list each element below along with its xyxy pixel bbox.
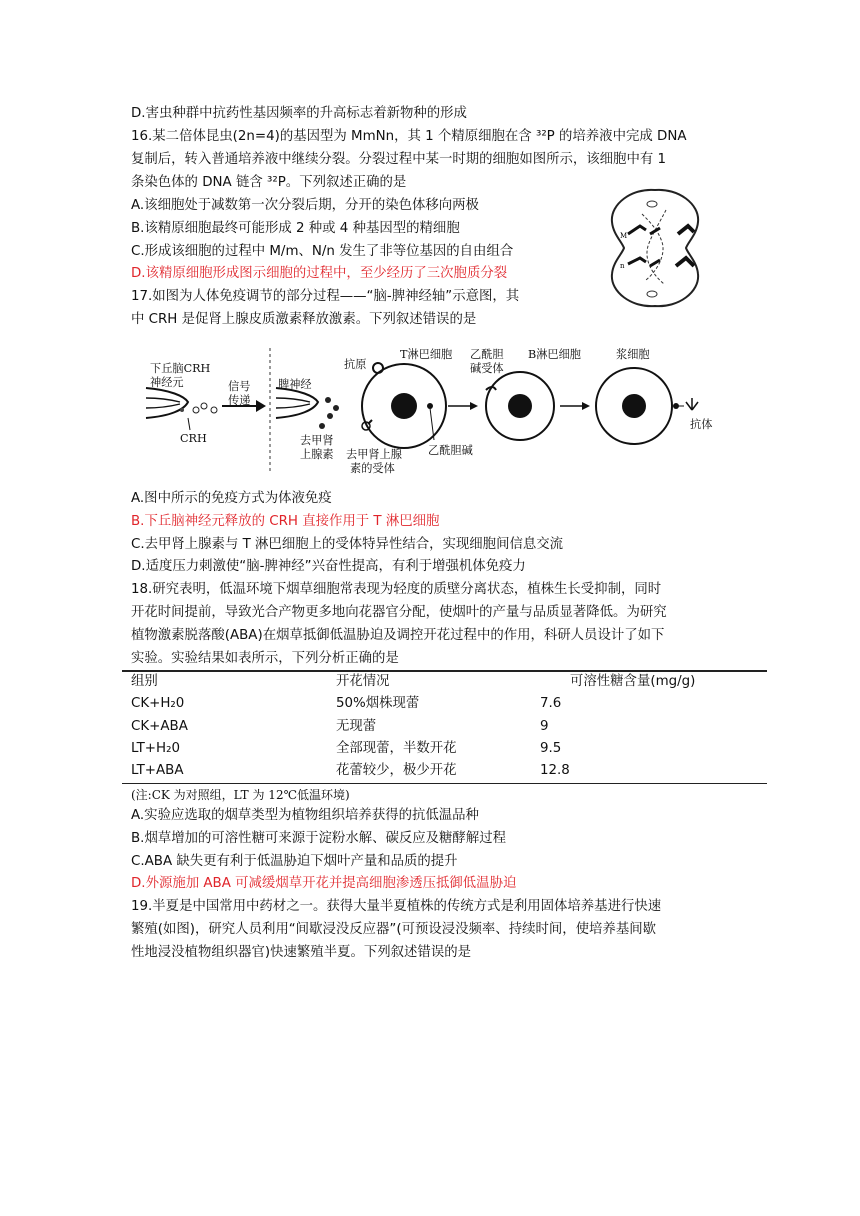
table-cell: CK+H₂0 [131, 696, 185, 711]
label-ach-receptor-2: 碱受体 [470, 362, 504, 375]
q17-stem-line1: 17.如图为人体免疫调节的部分过程——“脑-脾神经轴”示意图，其 [131, 289, 520, 304]
q16-option-a: A.该细胞处于减数第一次分裂后期，分开的染色体移向两极 [131, 198, 479, 213]
q18-option-a: A.实验应选取的烟草类型为植物组织培养获得的抗低温品种 [131, 808, 479, 823]
label-b-cell: B淋巴细胞 [528, 348, 581, 361]
label-ach-receptor-1: 乙酰胆 [470, 348, 504, 361]
q16-option-d-answer: D.该精原细胞形成图示细胞的过程中，至少经历了三次胞质分裂 [131, 266, 508, 281]
q19-stem-line2: 繁殖(如图)，研究人员利用“间歇浸没反应器”(可预设浸没频率、持续时间，使培养基间歇 [131, 922, 656, 937]
label-receptor-1: 去甲肾上腺 [346, 448, 402, 461]
q16-stem-line1: 16.某二倍体昆虫(2n=4)的基因型为 MmNn，其 1 个精原细胞在含 ³²P 的培养液中完成 DNA [131, 129, 687, 144]
q18-stem-line2: 开花时间提前，导致光合产物更多地向花器官分配，使烟叶的产量与品质显著降低。为研究 [131, 605, 667, 620]
label-plasma-cell: 浆细胞 [616, 348, 650, 361]
q17-option-c: C.去甲肾上腺素与 T 淋巴细胞上的受体特异性结合，实现细胞间信息交流 [131, 537, 564, 552]
table-cell: LT+ABA [131, 763, 184, 778]
gene-label-m: M [620, 232, 628, 240]
table-cell: 9 [540, 719, 549, 734]
label-acetylcholine: 乙酰胆碱 [428, 444, 473, 457]
q17-option-a: A.图中所示的免疫方式为体液免疫 [131, 491, 332, 506]
table-header: 组别 [131, 674, 158, 689]
q17-option-b-answer: B.下丘脑神经元释放的 CRH 直接作用于 T 淋巴细胞 [131, 514, 440, 529]
q18-stem-line1: 18.研究表明，低温环境下烟草细胞常表现为轻度的质壁分离状态，植株生长受抑制，同时 [131, 582, 662, 597]
table-cell: CK+ABA [131, 719, 188, 734]
label-hypothalamus: 下丘脑CRH [150, 362, 211, 375]
q18-option-b: B.烟草增加的可溶性糖可来源于淀粉水解、碳反应及糖酵解过程 [131, 831, 506, 846]
label-crh: CRH [180, 432, 207, 445]
label-receptor-2: 素的受体 [350, 462, 395, 475]
q16-option-c: C.形成该细胞的过程中 M/m、N/n 发生了非等位基因的自由组合 [131, 244, 514, 259]
table-cell: 7.6 [540, 696, 562, 711]
q19-stem-line1: 19.半夏是中国常用中药材之一。获得大量半夏植株的传统方式是利用固体培养基进行快速 [131, 899, 662, 914]
table-cell: 全部现蕾，半数开花 [336, 741, 457, 756]
meiosis-cell-figure [600, 186, 710, 310]
table-cell: 花蕾较少，极少开花 [336, 763, 457, 778]
table-cell: 12.8 [540, 763, 570, 778]
q19-stem-line3: 性地浸没植物组织器官)快速繁殖半夏。下列叙述错误的是 [131, 945, 471, 960]
table-cell: 9.5 [540, 741, 562, 756]
label-antigen: 抗原 [344, 358, 367, 371]
label-signal-1: 信号 [228, 380, 251, 393]
q18-stem-line3: 植物激素脱落酸(ABA)在烟草抵御低温胁迫及调控开花过程中的作用，科研人员设计了如下 [131, 628, 665, 643]
table-bottom-rule [122, 783, 767, 784]
q18-option-d-answer: D.外源施加 ABA 可减缓烟草开花并提高细胞渗透压抵御低温胁迫 [131, 876, 517, 891]
label-norepinephrine-2: 上腺素 [300, 448, 334, 461]
q16-option-b: B.该精原细胞最终可能形成 2 种或 4 种基因型的精细胞 [131, 221, 460, 236]
label-t-cell: T淋巴细胞 [400, 348, 453, 361]
q17-option-d: D.适度压力刺激使“脑-脾神经”兴奋性提高，有利于增强机体免疫力 [131, 559, 526, 574]
q18-stem-line4: 实验。实验结果如表所示，下列分析正确的是 [131, 651, 399, 666]
q17-stem-line2: 中 CRH 是促肾上腺皮质激素释放激素。下列叙述错误的是 [131, 312, 477, 327]
q16-stem-line3: 条染色体的 DNA 链含 ³²P。下列叙述正确的是 [131, 175, 407, 190]
label-signal-2: 传递 [228, 394, 251, 407]
q15-option-d: D.害虫种群中抗药性基因频率的升高标志着新物种的形成 [131, 106, 467, 121]
label-antibody: 抗体 [690, 418, 713, 431]
table-cell: 50%烟株现蕾 [336, 696, 420, 711]
q16-stem-line2: 复制后，转入普通培养液中继续分裂。分裂过程中某一时期的细胞如图所示，该细胞中有 1 [131, 152, 667, 167]
gene-label-n: n [620, 262, 625, 270]
label-norepinephrine-1: 去甲肾 [300, 434, 334, 447]
label-spleen-nerve: 脾神经 [278, 378, 312, 391]
table-cell: 无现蕾 [336, 719, 377, 734]
label-neuron: 神经元 [150, 376, 184, 389]
table-header: 可溶性糖含量(mg/g) [570, 674, 696, 689]
table-note: (注:CK 为对照组，LT 为 12℃低温环境) [131, 788, 350, 802]
table-cell: LT+H₂0 [131, 741, 180, 756]
q18-option-c: C.ABA 缺失更有利于低温胁迫下烟叶产量和品质的提升 [131, 854, 458, 869]
brain-spleen-axis-diagram [140, 340, 730, 480]
table-header: 开花情况 [336, 674, 390, 689]
